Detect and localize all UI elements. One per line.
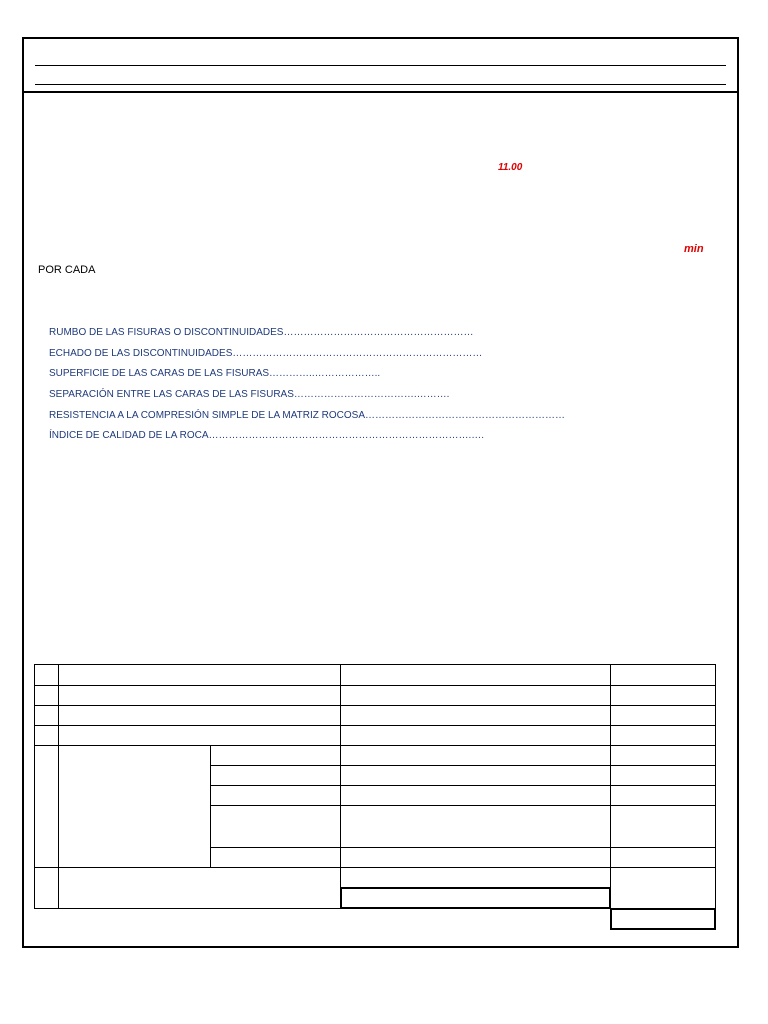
list-item-superficie: SUPERFICIE DE LAS CARAS DE LAS FISURAS…………..………………..: [49, 368, 381, 380]
time-unit: min: [684, 243, 704, 255]
table-cell: [340, 847, 611, 868]
table-cell: [340, 785, 611, 806]
table-cell: [210, 847, 341, 868]
table-cell: [340, 745, 611, 766]
por-cada-label: POR CADA: [38, 264, 96, 276]
table-cell: [34, 867, 59, 909]
table-cell: [340, 765, 611, 786]
table-cell: [34, 664, 59, 686]
table-cell: [58, 725, 341, 746]
header-line-2: [35, 84, 726, 85]
header-line-1: [35, 65, 726, 66]
rating-table: [34, 664, 716, 930]
table-cell: [610, 805, 716, 848]
table-cell: [58, 664, 341, 686]
table-cell: [610, 785, 716, 806]
table-cell: [340, 725, 611, 746]
time-value: 11.00: [498, 162, 523, 173]
table-cell: [210, 785, 341, 806]
table-cell: [340, 805, 611, 848]
header-section: [24, 39, 737, 93]
table-cell: [58, 867, 341, 909]
table-cell: [610, 705, 716, 726]
table-cell: [610, 725, 716, 746]
table-cell: [610, 664, 716, 686]
table-cell: [34, 685, 59, 706]
table-cell: [610, 847, 716, 868]
table-cell: [610, 765, 716, 786]
table-cell: [210, 765, 341, 786]
table-cell: [610, 867, 716, 909]
table-cell: [340, 887, 611, 909]
table-cell: [340, 685, 611, 706]
table-cell: [34, 705, 59, 726]
total-cell: [610, 908, 716, 930]
table-cell: [58, 685, 341, 706]
table-cell: [610, 745, 716, 766]
table-cell: [340, 664, 611, 686]
table-cell: [210, 745, 341, 766]
table-cell: [610, 685, 716, 706]
table-cell: [34, 725, 59, 746]
list-item-indice: ÍNDICE DE CALIDAD DE LA ROCA…………………………………………………………………….….: [49, 430, 485, 442]
list-item-rumbo: RUMBO DE LAS FISURAS O DISCONTINUIDADES…………………………………………………: [49, 327, 474, 338]
list-item-echado: ECHADO DE LAS DISCONTINUIDADES…………………………………………………………………: [49, 347, 483, 359]
table-cell: [58, 705, 341, 726]
table-cell: [210, 805, 341, 848]
parameter-list: [49, 323, 565, 447]
list-item-separacion: SEPARACIÓN ENTRE LAS CARAS DE LAS FISURAS……………………………….……….: [49, 389, 450, 401]
table-cell: [34, 745, 59, 868]
list-item-resistencia: RESISTENCIA A LA COMPRESIÓN SIMPLE DE LA MATRIZ ROCOSA……………………………………………………: [49, 409, 566, 421]
table-cell: [340, 867, 611, 888]
table-cell: [340, 705, 611, 726]
table-cell: [58, 745, 211, 868]
